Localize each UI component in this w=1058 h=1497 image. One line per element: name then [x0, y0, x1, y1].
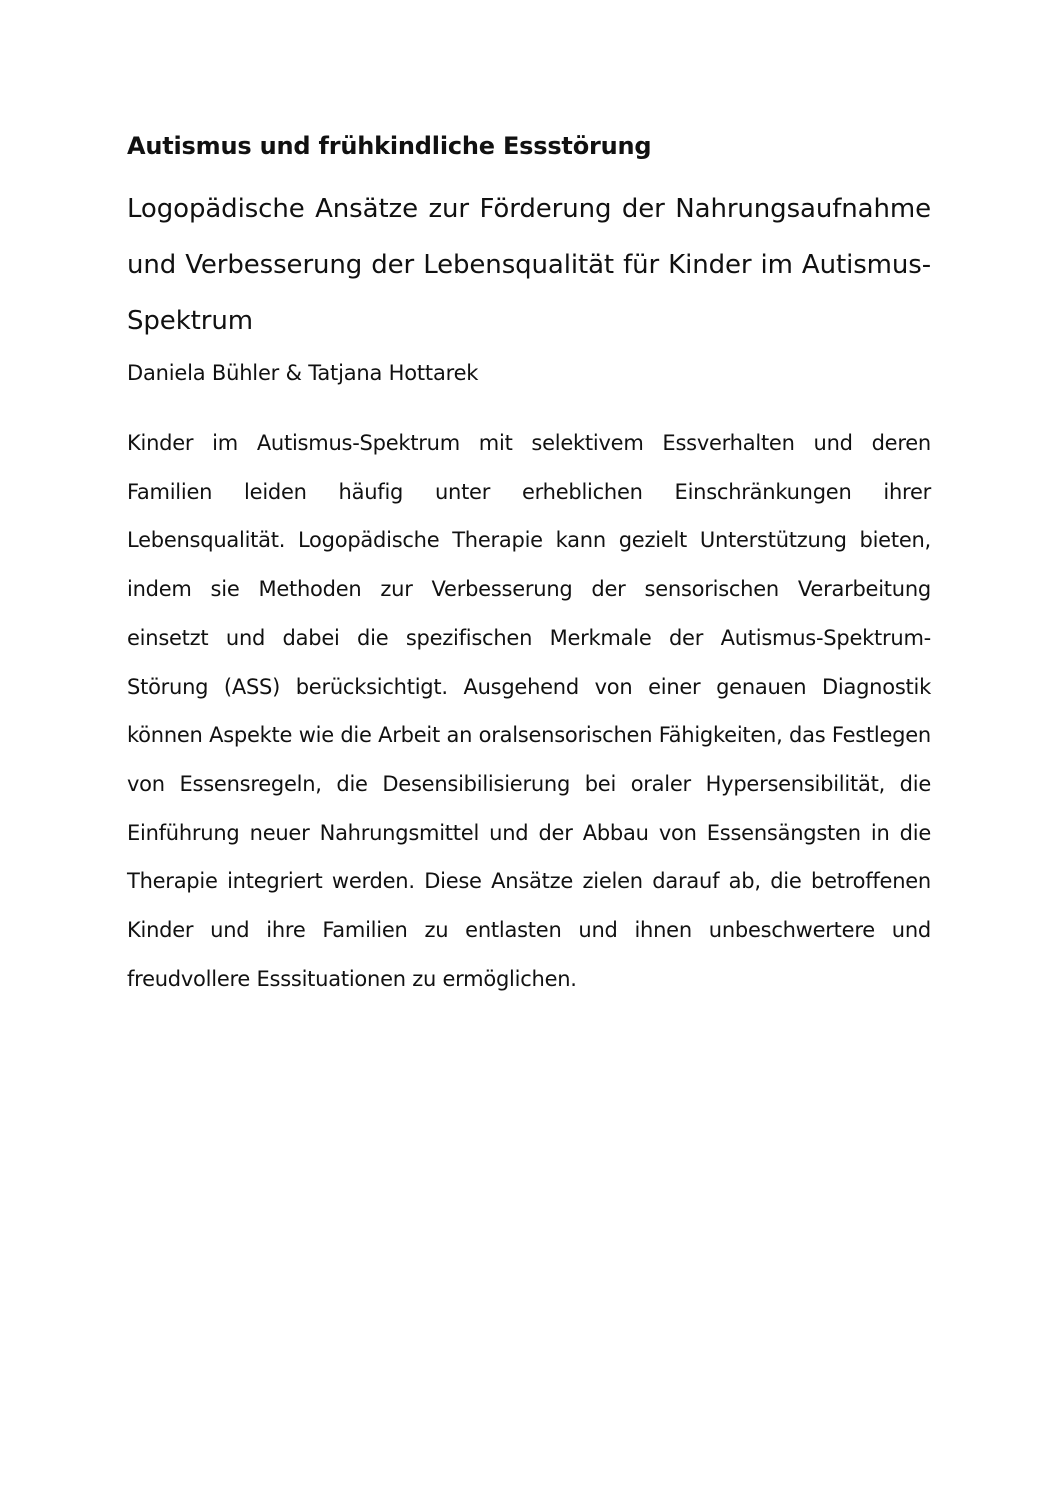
document-subtitle: Logopädische Ansätze zur Förderung der Nahrungsaufnahme und Verbesserung der Lebensqualität für Kinder im Autismus-Spektrum	[127, 194, 931, 336]
document-authors: Daniela Bühler & Tatjana Hottarek	[127, 361, 479, 385]
document-abstract: Kinder im Autismus-Spektrum mit selektivem Essverhalten und deren Familien leiden häufig unter erheblichen Einschränkungen ihrer Lebensqualität. Logopädische Therapie kann gezielt Unterstützung bieten, indem sie Methoden zur Verbesserung der sensorischen Verarbeitung einsetzt und dabei die spezifischen Merkmale der Autismus-Spektrum-Störung (ASS) berücksichtigt. Ausgehend von einer genauen Diagnostik können Aspekte wie die Arbeit an oralsensorischen Fähigkeiten, das Festlegen von Essensregeln, die Desensibilisierung bei oraler Hypersensibilität, die Einführung neuer Nahrungsmittel und der Abbau von Essensängsten in die Therapie integriert werden. Diese Ansätze zielen darauf ab, die betroffenen Kinder und ihre Familien zu entlasten und ihnen unbeschwertere und freudvollere Esssituationen zu ermöglichen.	[127, 431, 931, 991]
document-title: Autismus und frühkindliche Essstörung	[127, 132, 652, 160]
document-page	[127, 128, 931, 1003]
